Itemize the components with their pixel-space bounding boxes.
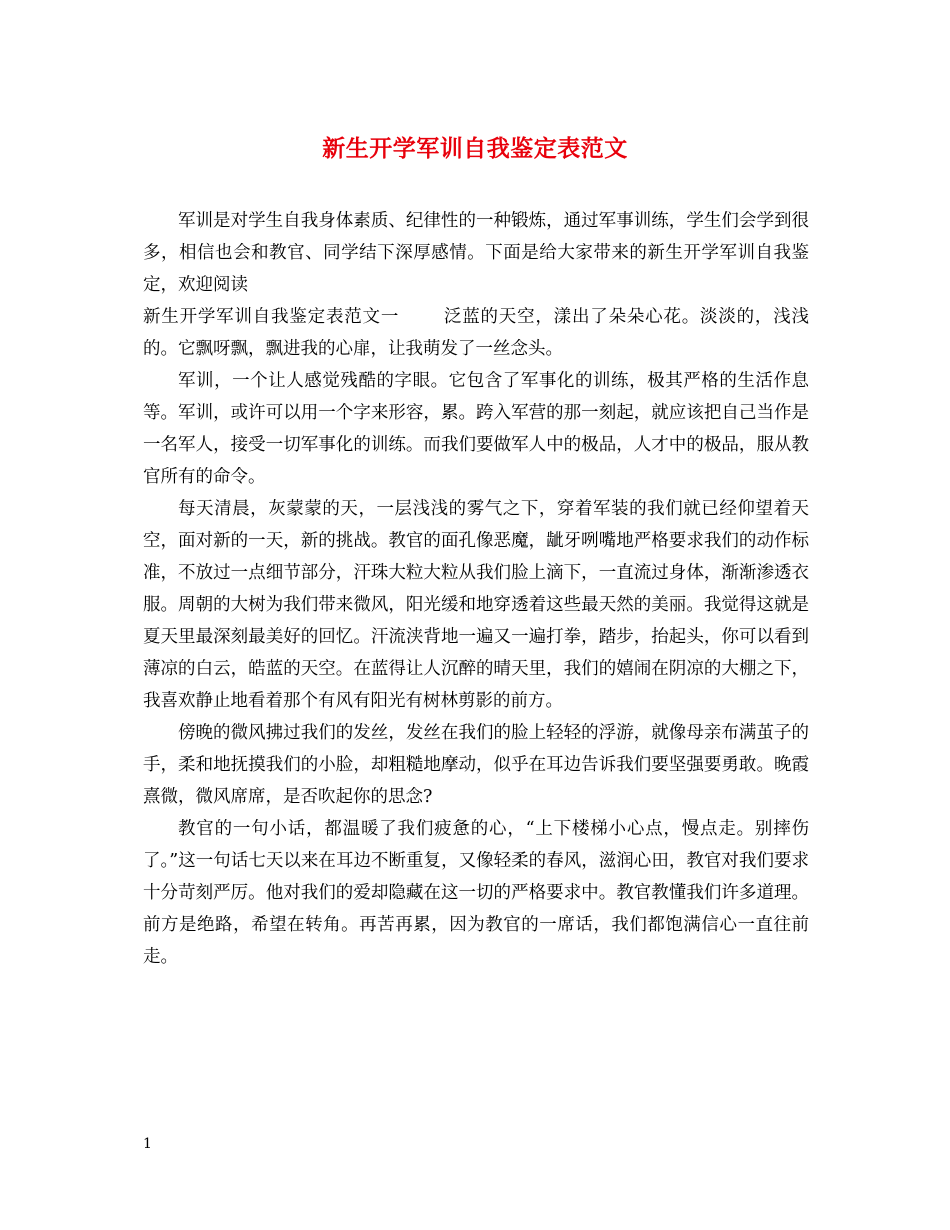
page-number: 1 (143, 1136, 152, 1152)
body-paragraph: 教官的一句小话，都温暖了我们疲惫的心，“上下楼梯小心点，慢点走。别摔伤了。”这一句话七天以来在耳边不断重复，又像轻柔的春风，滋润心田，教官对我们要求十分苛刻严厉。他对我们的爱却隐藏在这一切的严格要求中。教官教懂我们许多道理。前方是绝路，希望在转角。再苦再累，因为教官的一席话，我们都饱满信心一直往前走。 (143, 819, 809, 967)
body-paragraph: 军训，一个让人感觉残酷的字眼。它包含了军事化的训练，极其严格的生活作息等。军训，或许可以用一个字来形容，累。跨入军营的那一刻起，就应该把自己当作是一名军人，接受一切军事化的训练。而我们要做军人中的极品，人才中的极品，服从教官所有的命令。 (143, 371, 809, 487)
intro-paragraph: 军训是对学生自我身体素质、纪律性的一种锻炼，通过军事训练，学生们会学到很多，相信也会和教官、同学结下深厚感情。下面是给大家带来的新生开学军训自我鉴定，欢迎阅读 (143, 211, 809, 295)
section-lead-text: 泛蓝的天空，漾出了朵朵心花。淡淡的，浅浅的。它飘呀飘，飘进我的心扉，让我萌发了一丝念头。 (143, 307, 810, 359)
section-paragraph (143, 301, 809, 365)
body-paragraph: 傍晚的微风拂过我们的发丝，发丝在我们的脸上轻轻的浮游，就像母亲布满茧子的手，柔和地抚摸我们的小脸，却粗糙地摩动，似乎在耳边告诉我们要坚强要勇敢。晚霞熹微，微风席席，是否吹起你的思念? (143, 723, 809, 807)
section-heading: 新生开学军训自我鉴定表范文一 (143, 307, 400, 327)
document-title: 新生开学军训自我鉴定表范文 (322, 135, 628, 162)
document-body (143, 205, 809, 973)
body-paragraph: 每天清晨，灰蒙蒙的天，一层浅浅的雾气之下，穿着军装的我们就已经仰望着天空，面对新的一天，新的挑战。教官的面孔像恶魔，龇牙咧嘴地严格要求我们的动作标准，不放过一点细节部分，汗珠大粒大粒从我们脸上滴下，一直流过身体，渐渐渗透衣服。周朝的大树为我们带来微风，阳光缓和地穿透着这些最天然的美丽。我觉得这就是夏天里最深刻最美好的回忆。汗流浃背地一遍又一遍打拳，踏步，抬起头，你可以看到薄凉的白云，皓蓝的天空。在蓝得让人沉醉的晴天里，我们的嬉闹在阴凉的大棚之下，我喜欢静止地看着那个有风有阳光有树林剪影的前方。 (143, 499, 809, 711)
